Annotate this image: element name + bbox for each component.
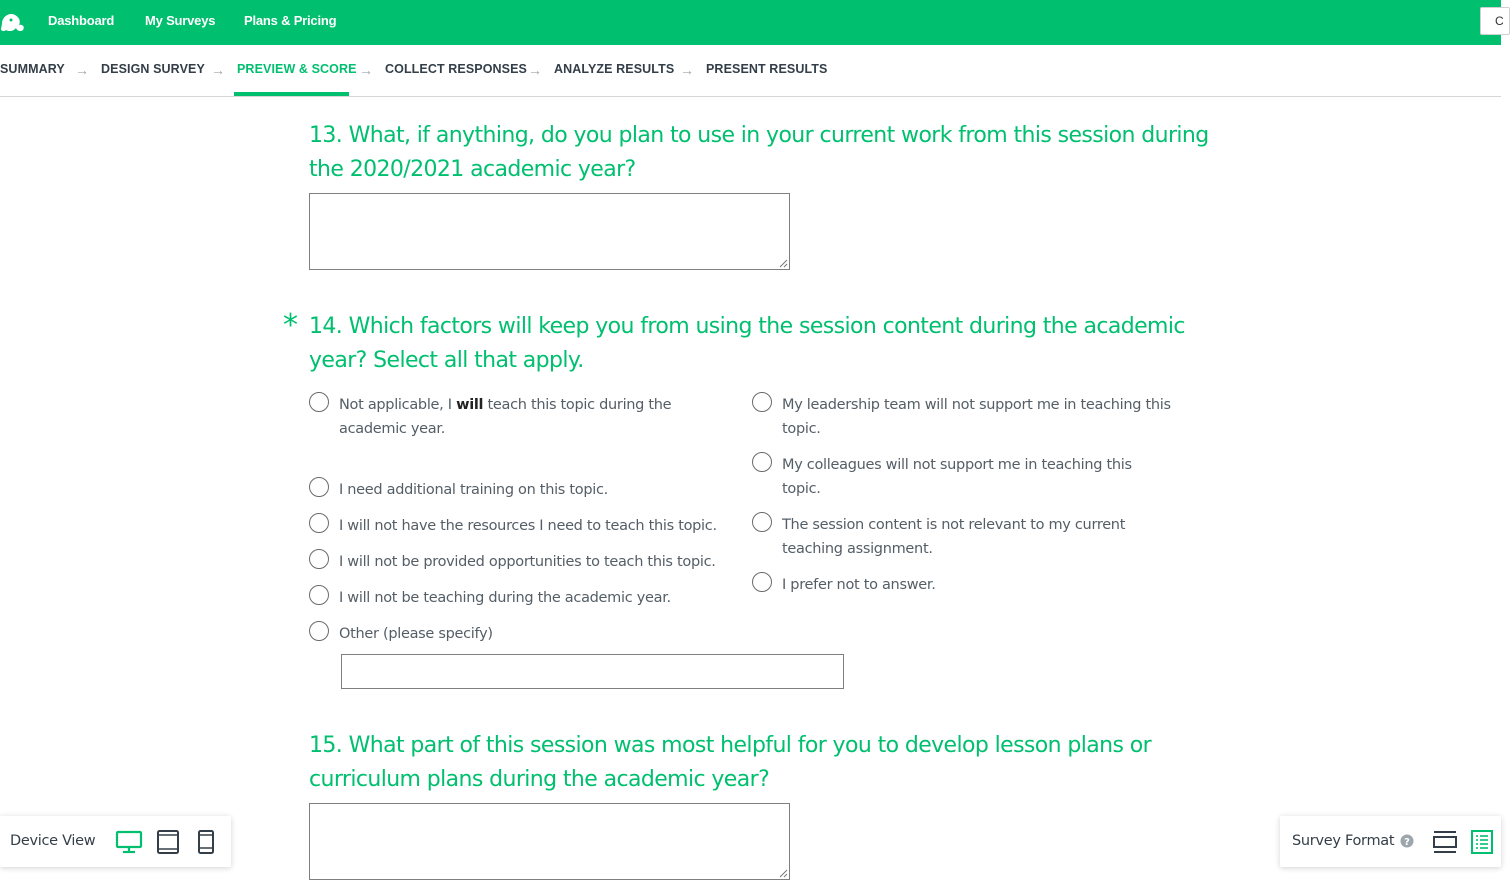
option-label: I will not be teaching during the academic year.: [339, 590, 671, 606]
device-view-panel: [0, 816, 231, 867]
option-label: My leadership team will not support me in teaching this topic.: [782, 397, 1171, 437]
radio-button[interactable]: [309, 477, 329, 497]
question-15-answer-textarea[interactable]: [309, 803, 790, 880]
option-prefer-not-to-answer[interactable]: [752, 572, 1182, 596]
step-arrow-icon: →: [211, 62, 225, 78]
question-15-title-line2: curriculum plans during the academic year?: [309, 767, 770, 792]
question-13-title-line1: 13. What, if anything, do you plan to use in your current work from this session during: [309, 123, 1209, 148]
mobile-icon[interactable]: [196, 829, 216, 855]
question-15-title: [309, 729, 1209, 797]
question-14-title-line1: 14. Which factors will keep you from using the session content during the academic: [309, 314, 1185, 339]
step-collect-responses[interactable]: COLLECT RESPONSES: [385, 62, 527, 76]
option-no-resources[interactable]: [309, 513, 729, 537]
option-label: I will not have the resources I need to teach this topic.: [339, 518, 717, 534]
step-design-survey[interactable]: DESIGN SURVEY: [101, 62, 205, 76]
step-preview-score[interactable]: PREVIEW & SCORE: [237, 62, 357, 76]
option-label: The session content is not relevant to my current teaching assignment.: [782, 517, 1126, 557]
step-analyze-results[interactable]: ANALYZE RESULTS: [554, 62, 675, 76]
step-arrow-icon: →: [680, 62, 694, 78]
step-arrow-icon: →: [528, 62, 542, 78]
help-icon[interactable]: [1400, 834, 1414, 848]
option-label: Other (please specify): [339, 626, 493, 642]
option-leadership-not-support[interactable]: [752, 392, 1182, 442]
question-14-title: [309, 310, 1209, 378]
option-label: I will not be provided opportunities to teach this topic.: [339, 554, 716, 570]
nav-plans-pricing-link[interactable]: Plans & Pricing: [244, 13, 337, 28]
option-label: Not applicable, I will teach this topic during the academic year.: [339, 397, 672, 437]
survey-format-panel: [1280, 816, 1501, 867]
step-present-results[interactable]: PRESENT RESULTS: [706, 62, 828, 76]
option-label: I prefer not to answer.: [782, 577, 936, 593]
top-right-button[interactable]: [1480, 7, 1510, 35]
resize-grip-icon[interactable]: [778, 258, 788, 268]
radio-button[interactable]: [309, 621, 329, 641]
radio-button[interactable]: [752, 452, 772, 472]
nav-dashboard-link[interactable]: Dashboard: [48, 13, 115, 28]
device-view-label: Device View: [10, 833, 96, 849]
radio-button[interactable]: [309, 513, 329, 533]
nav-my-surveys-link[interactable]: My Surveys: [145, 13, 216, 28]
option-label: I need additional training on this topic.: [339, 482, 608, 498]
survey-format-label: Survey Format: [1292, 833, 1395, 849]
radio-button[interactable]: [752, 392, 772, 412]
step-summary[interactable]: SUMMARY: [0, 62, 65, 76]
option-colleagues-not-support[interactable]: [752, 452, 1182, 502]
option-need-additional-training[interactable]: [309, 477, 729, 501]
one-question-at-a-time-icon[interactable]: [1432, 829, 1458, 855]
tablet-icon[interactable]: [155, 829, 181, 855]
radio-button[interactable]: [309, 549, 329, 569]
option-other-please-specify[interactable]: [309, 621, 729, 645]
active-step-indicator: [234, 92, 349, 96]
radio-button[interactable]: [309, 585, 329, 605]
question-14-title-line2: year? Select all that apply.: [309, 348, 584, 373]
surveymonkey-logo-icon[interactable]: [0, 10, 26, 34]
required-asterisk-icon: *: [283, 308, 298, 343]
desktop-icon[interactable]: [115, 829, 143, 855]
svg-text:?: ?: [1404, 837, 1410, 848]
radio-button[interactable]: [752, 512, 772, 532]
radio-button[interactable]: [309, 392, 329, 412]
option-content-not-relevant[interactable]: [752, 512, 1182, 562]
question-13-answer-textarea[interactable]: [309, 193, 790, 270]
resize-grip-icon[interactable]: [778, 868, 788, 878]
radio-button[interactable]: [752, 572, 772, 592]
option-label: My colleagues will not support me in teaching this topic.: [782, 457, 1132, 497]
option-not-teaching[interactable]: [309, 585, 729, 609]
top-right-button-label: C: [1495, 14, 1504, 28]
question-13-title: [309, 119, 1209, 187]
option-not-applicable[interactable]: [309, 392, 729, 442]
classic-list-icon[interactable]: [1470, 829, 1494, 855]
other-specify-input[interactable]: [341, 654, 844, 689]
step-arrow-icon: →: [359, 62, 373, 78]
survey-steps-bar: [0, 45, 1501, 97]
step-arrow-icon: →: [75, 62, 89, 78]
question-15-title-line1: 15. What part of this session was most helpful for you to develop lesson plans or: [309, 733, 1152, 758]
top-navigation-bar: [0, 0, 1504, 45]
question-13-title-line2: the 2020/2021 academic year?: [309, 157, 636, 182]
option-no-opportunities[interactable]: [309, 549, 729, 573]
